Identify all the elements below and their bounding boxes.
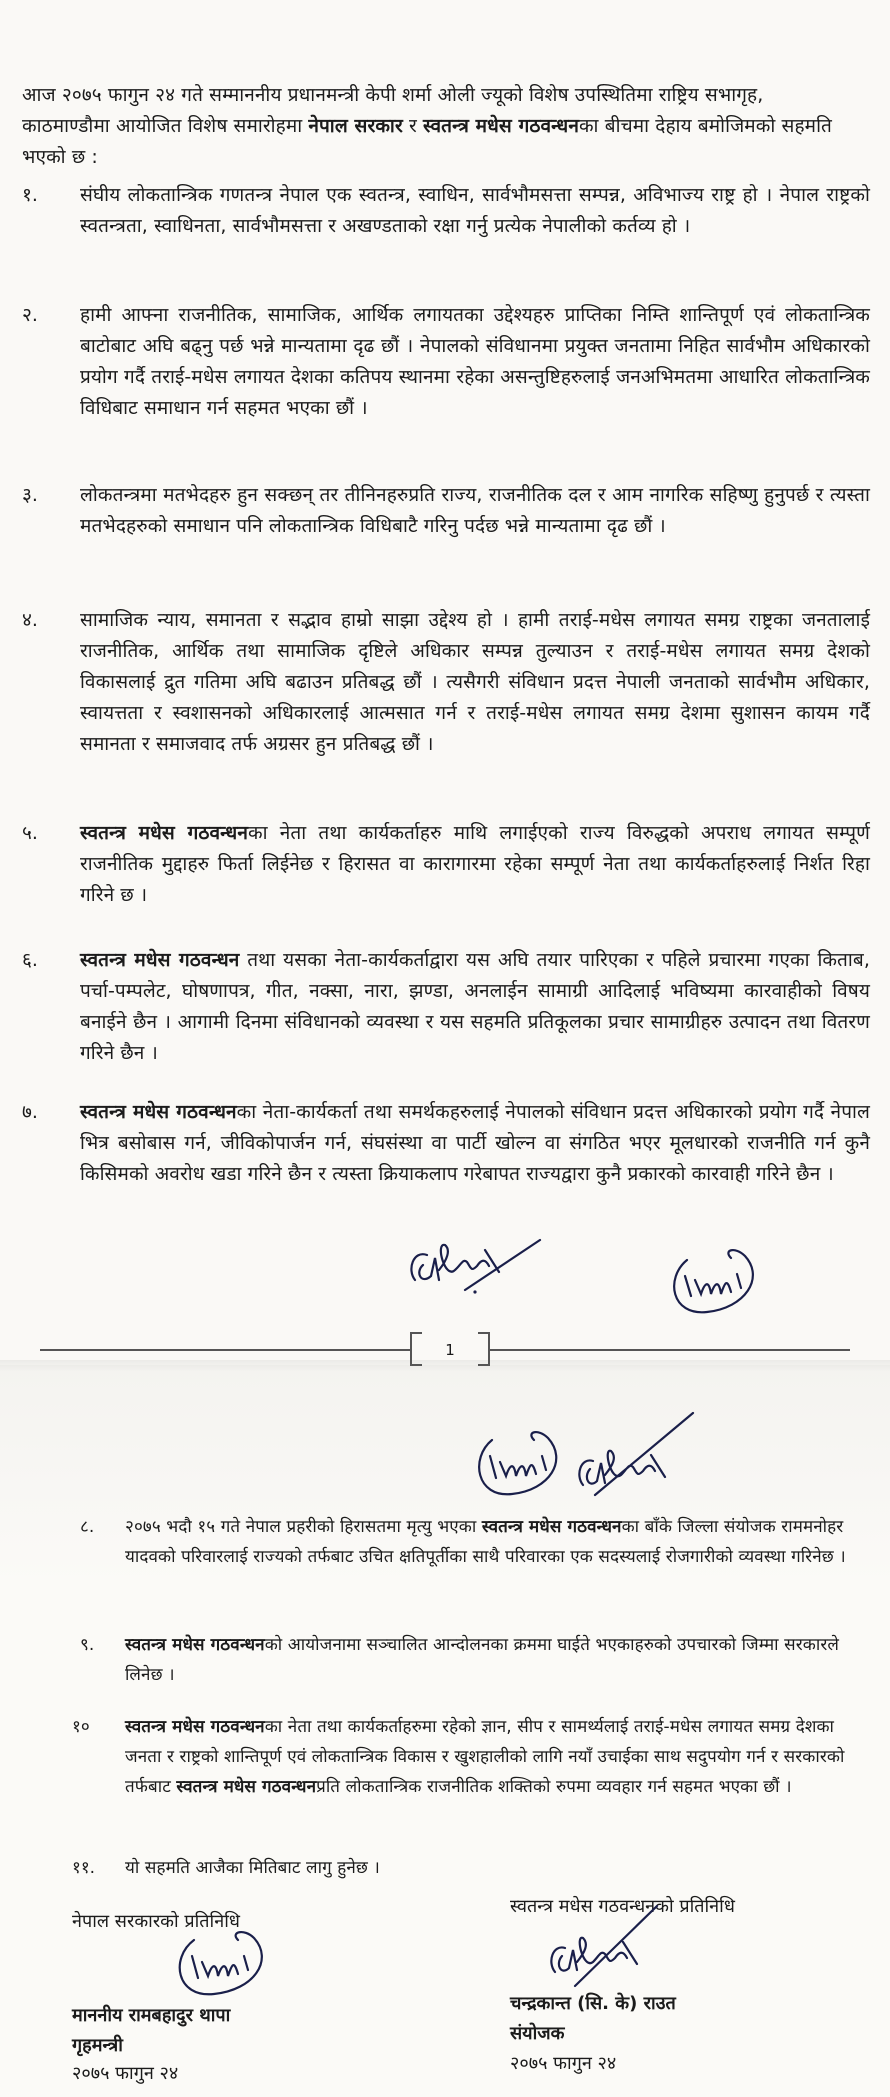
signature-home-minister [470,1422,570,1502]
item-number: ७. [22,1101,38,1123]
agreement-item-8 [125,1512,865,1572]
item-text: को आयोजनामा सञ्चालित आन्दोलनका क्रममा घाईते भएकाहरुको उपचारको जिम्मा सरकारले लिनेछ । [125,1635,840,1685]
party-name-alliance: स्वतन्त्र मधेस गठवन्धन [80,949,240,971]
party-name-alliance: स्वतन्त्र मधेस गठवन्धन [481,1517,622,1537]
item-text: हामी आफ्ना राजनीतिक, सामाजिक, आर्थिक लगायतका उद्देश्यहरु प्राप्तिका निम्ति शान्तिपूर्ण एवं लोकतान्त्रिक बाटोबाट अघि बढ्नु पर्छ भन्ने मान्यतामा दृढ छौं । नेपालको संविधानमा प्रयुक्त जनतामा निहित सार्वभौम अधिकारको प्रयोग गर्दै तराई-मधेस लगायत देशका कतिपय स्थानमा रहेका असन्तुष्टिहरुलाई जनअभिमतमा आधारित लोकतान्त्रिक विधिबाट समाधान गर्न सहमत भएका छौं । [80,304,870,419]
party-name-alliance: स्वतन्त्र मधेस गठवन्धन [176,1777,317,1797]
left-signatory-date: २०७५ फागुन २४ [72,2063,179,2084]
item-number: ३. [22,484,38,506]
left-signatory-name: माननीय रामबहादुर थापा [72,2005,231,2026]
page-divider-right [490,1349,850,1351]
signature-home-minister [170,1920,280,2000]
bracket-right [478,1332,490,1366]
party-name-alliance: स्वतन्त्र मधेस गठवन्धन [80,822,248,844]
signature-home-minister [665,1238,770,1318]
item-number: १. [22,184,38,206]
item-number: ११. [72,1858,96,1878]
agreement-item-5 [80,818,870,911]
page-number: 1 [445,1341,455,1359]
agreement-item-11 [125,1853,865,1883]
agreement-item-7 [80,1097,870,1190]
item-text: लोकतन्त्रमा मतभेदहरु हुन सक्छन् तर तीनिनहरुप्रति राज्य, राजनीतिक दल र आम नागरिक सहिष्णु हुनुपर्छ र त्यस्ता मतभेदहरुको समाधान पनि लोकतान्त्रिक विधिबाटै गरिनु पर्दछ भन्ने मान्यतामा दृढ छौं । [80,484,870,537]
party-name-alliance: स्वतन्त्र मधेस गठवन्धन [80,1101,237,1123]
intro-text: आज २०७५ फागुन २४ गते सम्माननीय प्रधानमन्त्री केपी शर्मा ओली ज्यूको विशेष उपस्थितिमा राष्ट्रिय सभागृह, काठमाण्डौमा आयोजित विशेष समारोहमा [22,84,764,137]
item-text: का नेता तथा कार्यकर्ताहरु माथि लगाईएको राज्य विरुद्धको अपराध लगायत सम्पूर्ण राजनीतिक मुद्दाहरु फिर्ता लिईनेछ र हिरासत वा कारागारमा रहेका सम्पूर्ण नेता तथा कार्यकर्ताहरुलाई निर्शत रिहा गरिने छ । [80,822,870,906]
item-text: संघीय लोकतान्त्रिक गणतन्त्र नेपाल एक स्वतन्त्र, स्वाधिन, सार्वभौमसत्ता सम्पन्न, अविभाज्य राष्ट्र हो । नेपाल राष्ट्रको स्वतन्त्रता, स्वाधिनता, सार्वभौमसत्ता र अखण्डताको रक्षा गर्नु प्रत्येक नेपालीको कर्तव्य हो । [80,184,870,237]
agreement-item-3 [80,480,870,542]
intro-conjunction: र [402,115,423,137]
item-number: ९. [80,1635,95,1655]
left-signatory-representative: नेपाल सरकारको प्रतिनिधि [72,1911,240,1932]
agreement-item-9 [125,1630,865,1690]
item-number: ६. [22,949,38,971]
left-signatory-title: गृहमन्त्री [72,2035,123,2056]
item-text: तथा यसका नेता-कार्यकर्ताद्वारा यस अघि तयार पारिएका र पहिले प्रचारमा गएका किताब, पर्चा-पम्पलेट, घोषणापत्र, गीत, नक्सा, नारा, झण्डा, अनलाईन सामाग्री आदिलाई भविष्यमा कारवाहीको विषय बनाईने छैन । आगामी दिनमा संविधानको व्यवस्था र यस सहमति प्रतिकूलका प्रचार सामाग्रीहरु उत्पादन तथा वितरण गरिने छैन । [80,949,870,1064]
item-number: १० [72,1717,90,1737]
intro-text-end: का बीचमा देहाय बमोजिमको सहमति भएको छ : [22,115,832,168]
item-number: ५. [22,822,38,844]
item-text: का बाँके जिल्ला संयोजक राममनोहर यादवको परिवारलाई राज्यको तर्फबाट उचित क्षतिपूर्तीका साथै परिवारका एक सदस्यलाई रोजगारीको व्यवस्था गरिनेछ । [125,1517,846,1567]
item-text: यो सहमति आजैका मितिबाट लागु हुनेछ । [125,1858,380,1878]
party-name-alliance: स्वतन्त्र मधेस गठवन्धन [125,1717,265,1737]
intro-paragraph [22,80,852,173]
signature-ck-raut [405,1210,545,1305]
right-signatory-date: २०७५ फागुन २४ [510,2053,617,2074]
right-signatory-title: संयोजक [510,2023,565,2044]
agreement-item-1 [80,180,870,242]
right-signatory-name: चन्द्रकान्त (सि. के) राउत [510,1993,676,2014]
signature-ck-raut [575,1405,700,1500]
item-text: का नेता-कार्यकर्ता तथा समर्थकहरुलाई नेपालको संविधान प्रदत्त अधिकारको प्रयोग गर्दै नेपाल भित्र बसोबास गर्न, जीविकोपार्जन गर्न, संघसंस्था वा पार्टी खोल्न वा संगठित भएर मूलधारको राजनीति गर्न कुनै किसिमको अवरोध खडा गरिने छैन र त्यस्ता क्रियाकलाप गरेबापत राज्यद्वारा कुनै प्रकारको कारवाही गरिने छैन । [80,1101,870,1185]
item-number: ८. [80,1517,95,1537]
party-name-alliance: स्वतन्त्र मधेस गठवन्धन [125,1635,265,1655]
item-text: २०७५ भदौ १५ गते नेपाल प्रहरीको हिरासतमा मृत्यु भएका [125,1517,482,1537]
signature-ck-raut [545,1900,665,1990]
item-text: सामाजिक न्याय, समानता र सद्भाव हाम्रो साझा उद्देश्य हो । हामी तराई-मधेस लगायत समग्र राष्ट्रका जनतालाई राजनीतिक, आर्थिक तथा सामाजिक दृष्टिले अधिकार सम्पन्न तुल्याउन र तराई-मधेस लगायत समग्र देशको विकासलाई द्रुत गतिमा अघि बढाउन प्रतिबद्ध छौं । त्यसैगरी संविधान प्रदत्त नेपाली जनताको सार्वभौम अधिकार, स्वायत्तता र स्वशासनको अधिकारलाई आत्मसात गर्न र तराई-मधेस लगायत समग्र देशमा सुशासन कायम गर्दै समानता र समाजवाद तर्फ अग्रसर हुन प्रतिबद्ध छौं । [80,609,870,755]
party-name-government: नेपाल सरकार [308,115,403,137]
party-name-alliance: स्वतन्त्र मधेस गठवन्धन [423,115,579,137]
agreement-item-2 [80,300,870,424]
page-divider-left [40,1349,410,1351]
item-number: ४. [22,609,38,631]
item-text: का नेता तथा कार्यकर्ताहरुमा रहेको ज्ञान, सीप र सामर्थ्यलाई तराई-मधेस लगायत समग्र देशका जनता र राष्ट्रको शान्तिपूर्ण एवं लोकतान्त्रिक विकास र खुशहालीको लागि नयाँ उचाईका साथ सदुपयोग गर्न र सरकारको तर्फबाट [125,1717,845,1797]
agreement-item-10 [125,1712,865,1802]
item-text: प्रति लोकतान्त्रिक राजनीतिक शक्तिको रुपमा व्यवहार गर्न सहमत भएका छौं । [316,1777,792,1797]
agreement-item-4 [80,605,870,760]
item-number: २. [22,304,38,326]
right-signatory-representative: स्वतन्त्र मधेस गठवन्धनको प्रतिनिधि [510,1896,735,1917]
agreement-item-6 [80,945,870,1069]
